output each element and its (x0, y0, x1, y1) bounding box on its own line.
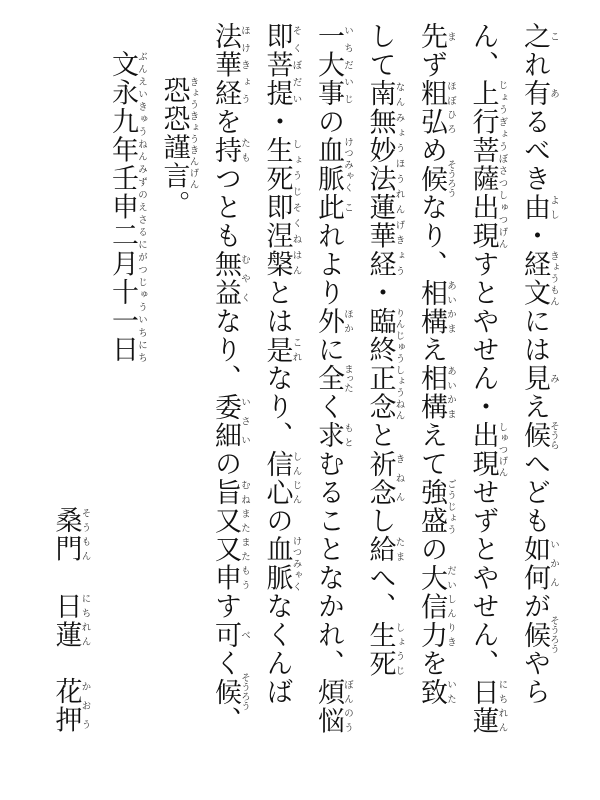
plain-text: く (313, 392, 344, 421)
ruby-word (210, 22, 250, 108)
furigana: しょうじそくねはん (290, 136, 302, 279)
ruby-base-text: 祈念 (364, 449, 396, 507)
text-column-7 (200, 22, 252, 782)
ruby-word (364, 620, 405, 678)
ruby-word (50, 506, 91, 563)
ruby-word (210, 136, 250, 165)
ruby-word (210, 620, 250, 650)
ruby-word (313, 677, 353, 735)
ruby-word (313, 136, 353, 193)
plain-text: れより (313, 221, 344, 307)
ruby-word (416, 278, 456, 336)
furigana: りんじゅうしょうねん (393, 307, 405, 421)
furigana: いかん (548, 535, 559, 592)
ruby-base-text: 南無妙法蓮華経 (364, 79, 396, 279)
plain-text: やら (519, 649, 550, 706)
plain-text: す (210, 592, 241, 621)
text-column-2 (457, 22, 509, 782)
furigana: にちれん (79, 591, 91, 649)
ruby-base-text: 花押 (50, 677, 82, 734)
plain-text: 、 (210, 706, 241, 735)
ruby-base-text: 粗弘 (416, 79, 447, 136)
furigana: ま (445, 22, 456, 51)
plain-text: え (416, 335, 447, 364)
furigana: にちれん (496, 677, 508, 735)
plain-text: れ (519, 50, 550, 79)
ruby-base-text: 之 (519, 22, 550, 51)
text-column-6 (251, 22, 303, 782)
ruby-word (210, 672, 250, 711)
plain-text: 。 (158, 190, 190, 219)
ruby-base-text: 如何 (519, 535, 550, 592)
furigana: べ (239, 620, 250, 649)
vertical-text-body (97, 22, 561, 782)
furigana: いさい (239, 392, 250, 450)
ruby-base-text: 此 (313, 193, 344, 222)
closing-phrase (148, 22, 200, 782)
plain-text: なり、 (210, 307, 241, 393)
furigana: あいかま (445, 278, 456, 336)
ruby-word (107, 50, 147, 364)
signature-line (40, 506, 92, 766)
ruby-base-text: 桑門 (50, 506, 82, 563)
ruby-word (467, 421, 508, 478)
plain-text: え (519, 392, 550, 421)
ruby-word (261, 335, 302, 365)
furigana: しゅつげん (496, 421, 508, 478)
furigana: かおう (79, 677, 91, 734)
ruby-base-text: 候 (519, 421, 550, 450)
signature-block (40, 506, 92, 766)
plain-text: の (313, 107, 344, 136)
ruby-word (416, 563, 456, 650)
furigana: いた (445, 677, 456, 706)
plain-text: を (416, 649, 447, 678)
furigana: ほけきょう (239, 22, 250, 108)
plain-text (51, 649, 82, 678)
ruby-word (467, 79, 508, 250)
ruby-word (261, 136, 302, 279)
ruby-base-text: 相構 (416, 278, 447, 336)
furigana: こ (342, 193, 353, 222)
furigana: そうもん (79, 506, 91, 563)
ruby-base-text: 委細 (210, 392, 241, 450)
furigana: じょうぎょうぼさつしゅつげん (496, 79, 508, 250)
plain-text: せずとやせん、 (467, 478, 499, 678)
furigana: だいしんりき (445, 563, 456, 649)
plain-text: には (519, 307, 550, 364)
ruby-base-text: 恐恐謹言 (158, 76, 190, 190)
ruby-base-text: 強盛 (416, 478, 447, 535)
plain-text: ・ (364, 278, 396, 307)
ruby-word (519, 193, 559, 222)
furigana: ほか (342, 307, 353, 336)
ruby-base-text: 日蓮 (50, 591, 82, 649)
furigana: これ (290, 335, 302, 364)
furigana: たも (239, 136, 250, 165)
ruby-word (261, 449, 302, 507)
ruby-base-text: 致 (416, 677, 447, 706)
ruby-base-text: 旨又又申 (210, 478, 241, 592)
furigana: こ (548, 22, 559, 51)
ruby-word (519, 22, 559, 51)
ruby-base-text: 一大事 (313, 22, 344, 108)
furigana: いちだいじ (342, 22, 353, 108)
ruby-base-text: 血脈 (313, 136, 344, 193)
ruby-base-text: 給 (364, 535, 396, 564)
ruby-base-text: 即菩提 (261, 22, 293, 108)
ruby-base-text: 信心 (261, 449, 293, 507)
plain-text: つとも (210, 164, 241, 250)
plain-text: すとやせん・ (467, 250, 499, 421)
ruby-word (313, 22, 353, 108)
furigana: きょうもん (548, 250, 559, 307)
ruby-word (313, 421, 353, 450)
plain-text: の (210, 449, 241, 478)
furigana: むやく (239, 250, 250, 307)
ruby-base-text: 外 (313, 307, 344, 336)
furigana: よし (548, 193, 559, 222)
plain-text: の (416, 535, 447, 564)
ruby-word (210, 250, 250, 307)
ruby-base-text: 持 (210, 136, 241, 165)
text-column-3 (406, 22, 458, 782)
ruby-base-text: 是 (261, 335, 293, 364)
plain-text: を (210, 107, 241, 136)
ruby-word (519, 79, 559, 108)
ruby-word (50, 677, 91, 734)
ruby-word (364, 79, 405, 279)
ruby-base-text: 求 (313, 421, 344, 450)
plain-text: が (519, 592, 550, 621)
ruby-base-text: 見 (519, 364, 550, 393)
ruby-base-text: 法華経 (210, 22, 241, 108)
ruby-base-text: 生死即涅槃 (261, 136, 293, 279)
plain-text: へども (519, 449, 550, 535)
ruby-base-text: 全 (313, 364, 344, 393)
furigana: なんみょうほうれんげきょう (393, 79, 405, 279)
furigana: ごうじょう (445, 478, 456, 535)
ruby-word (519, 364, 559, 393)
ruby-base-text: 日蓮 (467, 677, 499, 735)
furigana: そうろう (548, 615, 559, 654)
ruby-word (416, 22, 456, 51)
ruby-base-text: 先 (416, 22, 447, 51)
ruby-word (364, 449, 405, 507)
furigana: ぶんえいきゅうねんみずのえさるにがつじゅういちにち (136, 50, 147, 364)
ruby-word (519, 615, 559, 654)
ruby-word (416, 478, 456, 535)
ruby-word (313, 307, 353, 336)
ruby-word (416, 364, 456, 421)
furigana: そくぼだい (290, 22, 302, 108)
plain-text: なり、 (416, 193, 447, 279)
furigana: けつみゃく (342, 136, 353, 193)
plain-text: るべき (519, 107, 550, 193)
plain-text: なり、 (261, 364, 293, 450)
furigana: ほぼひろ (445, 79, 456, 136)
ruby-base-text: 候 (210, 672, 241, 711)
ruby-base-text: 大信力 (416, 563, 447, 649)
ruby-word (519, 250, 559, 307)
ruby-base-text: 上行菩薩出現 (467, 79, 499, 250)
furigana: きねん (393, 449, 405, 507)
ruby-base-text: 生死 (364, 620, 396, 678)
ruby-base-text: 候 (519, 615, 550, 654)
text-column-1 (509, 22, 561, 782)
ruby-base-text: 候 (416, 159, 447, 198)
plain-text: の (261, 506, 293, 535)
ruby-word (50, 591, 91, 649)
plain-text: め (416, 136, 447, 165)
plain-text: に (313, 335, 344, 364)
furigana: そうら (548, 421, 559, 450)
furigana: たま (393, 535, 405, 564)
plain-text: ん、 (467, 22, 499, 79)
ruby-base-text: 可 (210, 620, 241, 649)
ruby-word (210, 478, 250, 592)
plain-text: ・ (261, 107, 293, 136)
ruby-word (261, 535, 302, 592)
plain-text: し (364, 506, 396, 535)
furigana: ぼんのう (342, 677, 353, 735)
plain-text (51, 563, 82, 592)
plain-text: く (210, 649, 241, 678)
ruby-word (364, 535, 405, 564)
ruby-word (158, 76, 199, 190)
text-column-4 (354, 22, 406, 782)
date-line (97, 22, 149, 782)
furigana: そうろう (239, 672, 250, 711)
furigana: あ (548, 79, 559, 108)
plain-text: して (364, 22, 396, 79)
ruby-word (416, 159, 456, 198)
ruby-base-text: 文永九年壬申二月十一日 (107, 50, 138, 364)
ruby-base-text: 無益 (210, 250, 241, 307)
ruby-word (519, 535, 559, 592)
plain-text: とは (261, 278, 293, 336)
ruby-word (313, 193, 353, 222)
ruby-word (416, 677, 456, 707)
plain-text: へ、 (364, 563, 396, 621)
ruby-word (519, 421, 559, 450)
plain-text: なくんば (261, 592, 293, 706)
furigana: きょうきょうきんげん (187, 76, 199, 190)
ruby-base-text: 出現 (467, 421, 499, 478)
furigana: あいかま (445, 364, 456, 421)
ruby-base-text: 由 (519, 193, 550, 222)
plain-text: ず (416, 50, 447, 79)
ruby-word (210, 392, 250, 450)
furigana: そうろう (445, 159, 456, 198)
ruby-word (467, 677, 508, 735)
ruby-word (364, 307, 405, 421)
ruby-word (313, 364, 353, 393)
furigana: み (548, 364, 559, 393)
ruby-word (261, 22, 302, 108)
furigana: もと (342, 421, 353, 450)
text-column-5 (303, 22, 355, 782)
ruby-base-text: 血脈 (261, 535, 293, 592)
plain-text: と (364, 421, 396, 450)
furigana: まった (342, 364, 353, 393)
plain-text: ・ (519, 221, 550, 250)
plain-text: むることなかれ、 (313, 449, 344, 678)
ruby-base-text: 相構 (416, 364, 447, 421)
furigana: しんじん (290, 449, 302, 507)
ruby-base-text: 臨終正念 (364, 307, 396, 421)
ruby-base-text: 煩悩 (313, 677, 344, 735)
ruby-word (416, 79, 456, 136)
furigana: けつみゃく (290, 535, 302, 592)
ruby-base-text: 経文 (519, 250, 550, 307)
plain-text: えて (416, 421, 447, 478)
furigana: しょうじ (393, 620, 405, 678)
furigana: むねまたまたもう (239, 478, 250, 592)
ruby-base-text: 有 (519, 79, 550, 108)
